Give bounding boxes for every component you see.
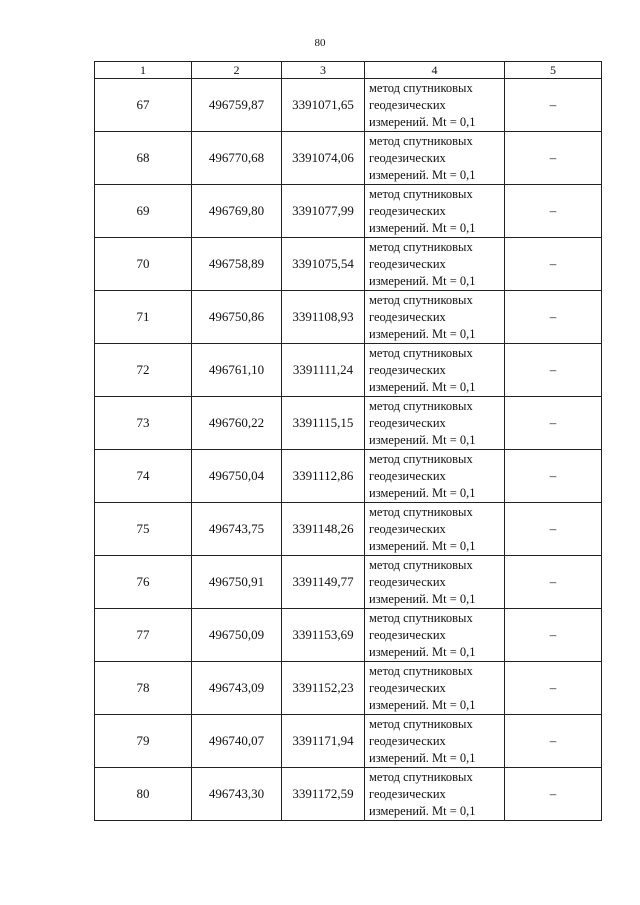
method-line: метод спутниковых — [369, 398, 473, 413]
method-cell — [365, 503, 505, 556]
point-number-cell: 76 — [95, 556, 192, 609]
coordinate-y-cell: 3391153,69 — [282, 609, 365, 662]
coordinate-y-cell: 3391112,86 — [282, 450, 365, 503]
table-row — [95, 291, 602, 344]
coordinate-x-cell: 496750,04 — [192, 450, 282, 503]
column-header-5: 5 — [505, 62, 602, 79]
table-header-row — [95, 62, 602, 79]
coordinate-y-cell: 3391115,15 — [282, 397, 365, 450]
table-row — [95, 768, 602, 821]
point-number-cell: 72 — [95, 344, 192, 397]
table-body — [95, 79, 602, 821]
column-header-4: 4 — [365, 62, 505, 79]
method-line: геодезических — [369, 521, 446, 536]
method-cell — [365, 132, 505, 185]
note-cell: – — [505, 450, 602, 503]
method-line: измерений. Mt = 0,1 — [369, 432, 476, 447]
point-number-cell: 79 — [95, 715, 192, 768]
method-line: геодезических — [369, 733, 446, 748]
coordinate-x-cell: 496759,87 — [192, 79, 282, 132]
note-cell: – — [505, 556, 602, 609]
column-header-3: 3 — [282, 62, 365, 79]
coordinate-y-cell: 3391148,26 — [282, 503, 365, 556]
table-row — [95, 185, 602, 238]
point-number-cell: 70 — [95, 238, 192, 291]
coordinate-y-cell: 3391075,54 — [282, 238, 365, 291]
method-line: измерений. Mt = 0,1 — [369, 697, 476, 712]
coordinate-x-cell: 496761,10 — [192, 344, 282, 397]
method-cell — [365, 662, 505, 715]
coordinate-y-cell: 3391077,99 — [282, 185, 365, 238]
note-cell: – — [505, 609, 602, 662]
coordinate-y-cell: 3391111,24 — [282, 344, 365, 397]
method-line: измерений. Mt = 0,1 — [369, 485, 476, 500]
column-header-1: 1 — [95, 62, 192, 79]
coordinate-x-cell: 496743,75 — [192, 503, 282, 556]
method-line: метод спутниковых — [369, 239, 473, 254]
note-cell: – — [505, 79, 602, 132]
coordinate-y-cell: 3391171,94 — [282, 715, 365, 768]
method-line: измерений. Mt = 0,1 — [369, 644, 476, 659]
point-number-cell: 78 — [95, 662, 192, 715]
method-line: геодезических — [369, 256, 446, 271]
method-line: измерений. Mt = 0,1 — [369, 538, 476, 553]
method-cell — [365, 291, 505, 344]
method-line: измерений. Mt = 0,1 — [369, 167, 476, 182]
method-line: геодезических — [369, 468, 446, 483]
method-line: метод спутниковых — [369, 133, 473, 148]
method-cell — [365, 238, 505, 291]
method-line: геодезических — [369, 203, 446, 218]
coordinate-y-cell: 3391108,93 — [282, 291, 365, 344]
method-line: геодезических — [369, 97, 446, 112]
coordinate-y-cell: 3391074,06 — [282, 132, 365, 185]
point-number-cell: 73 — [95, 397, 192, 450]
method-line: геодезических — [369, 415, 446, 430]
method-line: метод спутниковых — [369, 557, 473, 572]
table-row — [95, 344, 602, 397]
coordinate-x-cell: 496740,07 — [192, 715, 282, 768]
coordinate-x-cell: 496758,89 — [192, 238, 282, 291]
method-line: метод спутниковых — [369, 610, 473, 625]
note-cell: – — [505, 344, 602, 397]
coordinate-y-cell: 3391152,23 — [282, 662, 365, 715]
point-number-cell: 71 — [95, 291, 192, 344]
method-cell — [365, 185, 505, 238]
note-cell: – — [505, 768, 602, 821]
note-cell: – — [505, 715, 602, 768]
note-cell: – — [505, 238, 602, 291]
method-line: измерений. Mt = 0,1 — [369, 591, 476, 606]
method-line: измерений. Mt = 0,1 — [369, 379, 476, 394]
method-line: измерений. Mt = 0,1 — [369, 326, 476, 341]
method-line: геодезических — [369, 627, 446, 642]
coordinate-x-cell: 496750,91 — [192, 556, 282, 609]
method-line: геодезических — [369, 150, 446, 165]
method-line: метод спутниковых — [369, 345, 473, 360]
point-number-cell: 75 — [95, 503, 192, 556]
coordinate-x-cell: 496743,09 — [192, 662, 282, 715]
method-line: измерений. Mt = 0,1 — [369, 114, 476, 129]
page-number: 80 — [314, 37, 326, 49]
method-line: геодезических — [369, 574, 446, 589]
point-number-cell: 80 — [95, 768, 192, 821]
note-cell: – — [505, 503, 602, 556]
coordinate-x-cell: 496750,86 — [192, 291, 282, 344]
method-line: метод спутниковых — [369, 504, 473, 519]
method-line: измерений. Mt = 0,1 — [369, 273, 476, 288]
method-line: метод спутниковых — [369, 80, 473, 95]
coordinate-y-cell: 3391172,59 — [282, 768, 365, 821]
method-line: геодезических — [369, 786, 446, 801]
table-row — [95, 662, 602, 715]
method-line: метод спутниковых — [369, 451, 473, 466]
method-line: геодезических — [369, 680, 446, 695]
coordinate-x-cell: 496769,80 — [192, 185, 282, 238]
method-cell — [365, 768, 505, 821]
table-row — [95, 79, 602, 132]
point-number-cell: 74 — [95, 450, 192, 503]
coordinate-x-cell: 496750,09 — [192, 609, 282, 662]
table-row — [95, 397, 602, 450]
table-row — [95, 503, 602, 556]
method-line: измерений. Mt = 0,1 — [369, 220, 476, 235]
method-line: метод спутниковых — [369, 663, 473, 678]
method-cell — [365, 715, 505, 768]
point-number-cell: 67 — [95, 79, 192, 132]
table-row — [95, 132, 602, 185]
note-cell: – — [505, 185, 602, 238]
method-cell — [365, 556, 505, 609]
method-line: метод спутниковых — [369, 292, 473, 307]
table-row — [95, 450, 602, 503]
method-line: измерений. Mt = 0,1 — [369, 750, 476, 765]
table-row — [95, 238, 602, 291]
point-number-cell: 68 — [95, 132, 192, 185]
method-line: геодезических — [369, 309, 446, 324]
table-row — [95, 609, 602, 662]
coordinate-x-cell: 496760,22 — [192, 397, 282, 450]
note-cell: – — [505, 132, 602, 185]
note-cell: – — [505, 662, 602, 715]
method-line: геодезических — [369, 362, 446, 377]
table-row — [95, 556, 602, 609]
method-line: измерений. Mt = 0,1 — [369, 803, 476, 818]
method-cell — [365, 344, 505, 397]
method-line: метод спутниковых — [369, 186, 473, 201]
note-cell: – — [505, 291, 602, 344]
method-cell — [365, 450, 505, 503]
table-row — [95, 715, 602, 768]
method-line: метод спутниковых — [369, 716, 473, 731]
coordinate-x-cell: 496770,68 — [192, 132, 282, 185]
point-number-cell: 69 — [95, 185, 192, 238]
method-cell — [365, 397, 505, 450]
method-line: метод спутниковых — [369, 769, 473, 784]
method-cell — [365, 609, 505, 662]
note-cell: – — [505, 397, 602, 450]
method-cell — [365, 79, 505, 132]
coordinate-y-cell: 3391149,77 — [282, 556, 365, 609]
point-number-cell: 77 — [95, 609, 192, 662]
column-header-2: 2 — [192, 62, 282, 79]
coordinate-x-cell: 496743,30 — [192, 768, 282, 821]
coordinates-table — [94, 61, 602, 821]
coordinate-y-cell: 3391071,65 — [282, 79, 365, 132]
